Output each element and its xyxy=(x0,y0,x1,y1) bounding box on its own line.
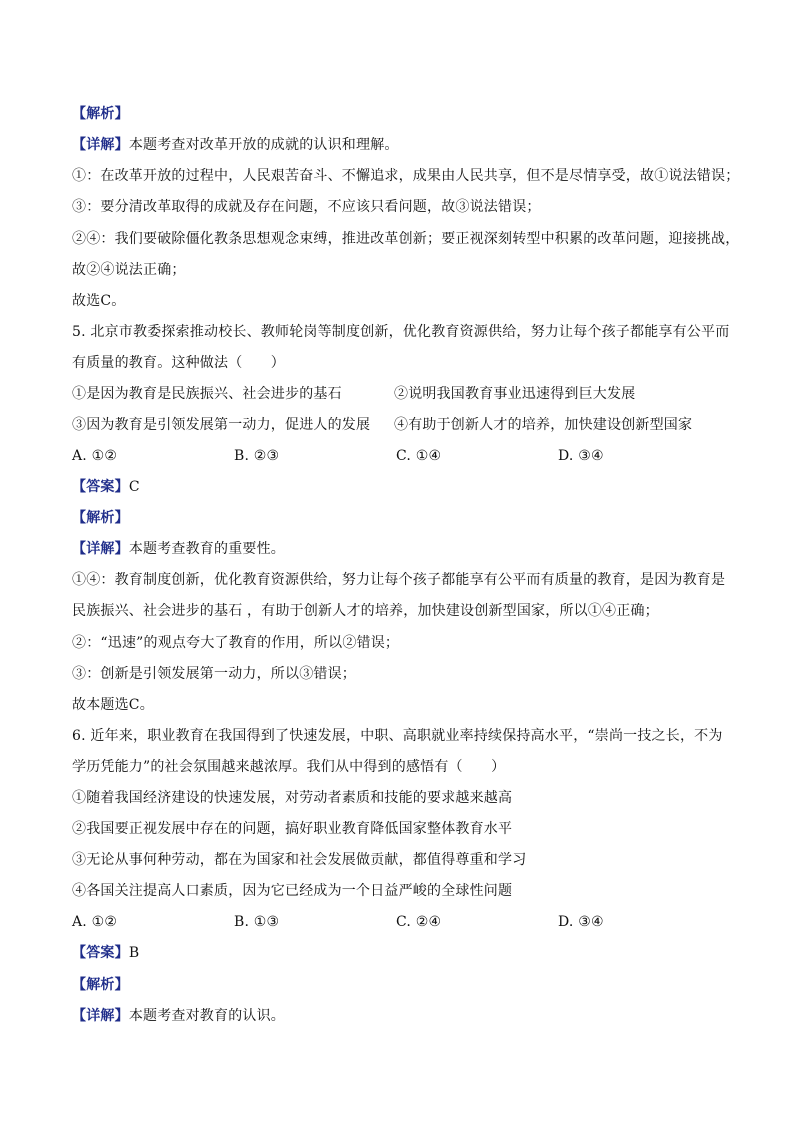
q5-statement-2: ②说明我国教育事业迅速得到巨大发展 xyxy=(394,386,636,402)
q5-explain-line-4: ③：创新是引领发展第一动力，所以③错误； xyxy=(72,666,356,682)
q6-detail: 【详解】本题考查对教育的认识。 xyxy=(72,1008,286,1024)
q5-analysis-heading: 【解析】 xyxy=(72,510,129,526)
q4-explain-line-1: ①：在改革开放的过程中，人民艰苦奋斗、不懈追求，成果由人民共享，但不是尽情享受，故①说法错误； xyxy=(72,168,740,184)
q6-statement-1: ①随着我国经济建设的快速发展，对劳动者素质和技能的要求越来越高 xyxy=(72,790,513,806)
q5-explain-line-2: 民族振兴、社会进步的基石 ，有助于创新人才的培养，加快建设创新型国家，所以①④正确； xyxy=(72,603,659,619)
q5-answer: 【答案】C xyxy=(72,479,140,495)
q4-explain-line-3: ②④：我们要破除僵化教条思想观念束缚，推进改革创新；要正视深刻转型中积累的改革问题，迎接挑战， xyxy=(72,231,740,247)
q6-option-c: C. ②④ xyxy=(396,914,442,930)
q4-conclusion: 故选C。 xyxy=(72,293,126,309)
q5-option-b: B. ②③ xyxy=(234,448,280,464)
q6-stem-line-2: 学历凭能力”的社会氛围越来越浓厚。我们从中得到的感悟有（ ） xyxy=(72,759,506,775)
q6-answer: 【答案】B xyxy=(72,945,140,961)
q5-options xyxy=(72,446,722,466)
q5-option-c: C. ①④ xyxy=(396,448,442,464)
q5-detail: 【详解】本题考查教育的重要性。 xyxy=(72,541,286,557)
q6-analysis-heading: 【解析】 xyxy=(72,977,129,993)
q6-statement-4: ④各国关注提高人口素质，因为它已经成为一个日益严峻的全球性问题 xyxy=(72,883,513,899)
q4-explain-line-2: ③：要分清改革取得的成就及存在问题，不应该只看问题，故③说法错误； xyxy=(72,199,541,215)
q4-explain-line-4: 故②④说法正确； xyxy=(72,262,186,278)
q6-option-a: A. ①② xyxy=(72,914,118,930)
q6-statement-3: ③无论从事何种劳动，都在为国家和社会发展做贡献，都值得尊重和学习 xyxy=(72,852,527,868)
q4-analysis-heading: 【解析】 xyxy=(72,106,129,122)
q5-stem-line-2: 有质量的教育。这种做法（ ） xyxy=(72,355,285,371)
q6-options xyxy=(72,912,722,932)
q5-answer-value: C xyxy=(128,479,140,495)
q6-option-d: D. ③④ xyxy=(558,914,604,930)
q5-stem-line-1: 5. 北京市教委探索推动校长、教师轮岗等制度创新，优化教育资源供给，努力让每个孩子都能享有公平而 xyxy=(72,324,730,340)
q5-option-a: A. ①② xyxy=(72,448,118,464)
q5-explain-line-3: ②：“迅速”的观点夸大了教育的作用，所以②错误； xyxy=(72,635,400,651)
q6-stem-line-1: 6. 近年来，职业教育在我国得到了快速发展，中职、高职就业率持续保持高水平，“崇尚一技之长，不为 xyxy=(72,728,723,744)
q6-option-b: B. ①③ xyxy=(234,914,280,930)
q4-detail: 【详解】本题考查对改革开放的成就的认识和理解。 xyxy=(72,137,399,153)
q5-statement-4: ④有助于创新人才的培养，加快建设创新型国家 xyxy=(394,417,693,433)
q5-explain-line-1: ①④：教育制度创新，优化教育资源供给，努力让每个孩子都能享有公平而有质量的教育，是因为教育是 xyxy=(72,572,726,588)
q6-statement-2: ②我国要正视发展中存在的问题，搞好职业教育降低国家整体教育水平 xyxy=(72,821,513,837)
q6-answer-value: B xyxy=(128,945,140,961)
q5-option-d: D. ③④ xyxy=(558,448,604,464)
q5-statement-1: ①是因为教育是民族振兴、社会进步的基石 xyxy=(72,386,342,402)
q5-statement-3: ③因为教育是引领发展第一动力，促进人的发展 xyxy=(72,417,371,433)
q5-conclusion: 故本题选C。 xyxy=(72,697,154,713)
